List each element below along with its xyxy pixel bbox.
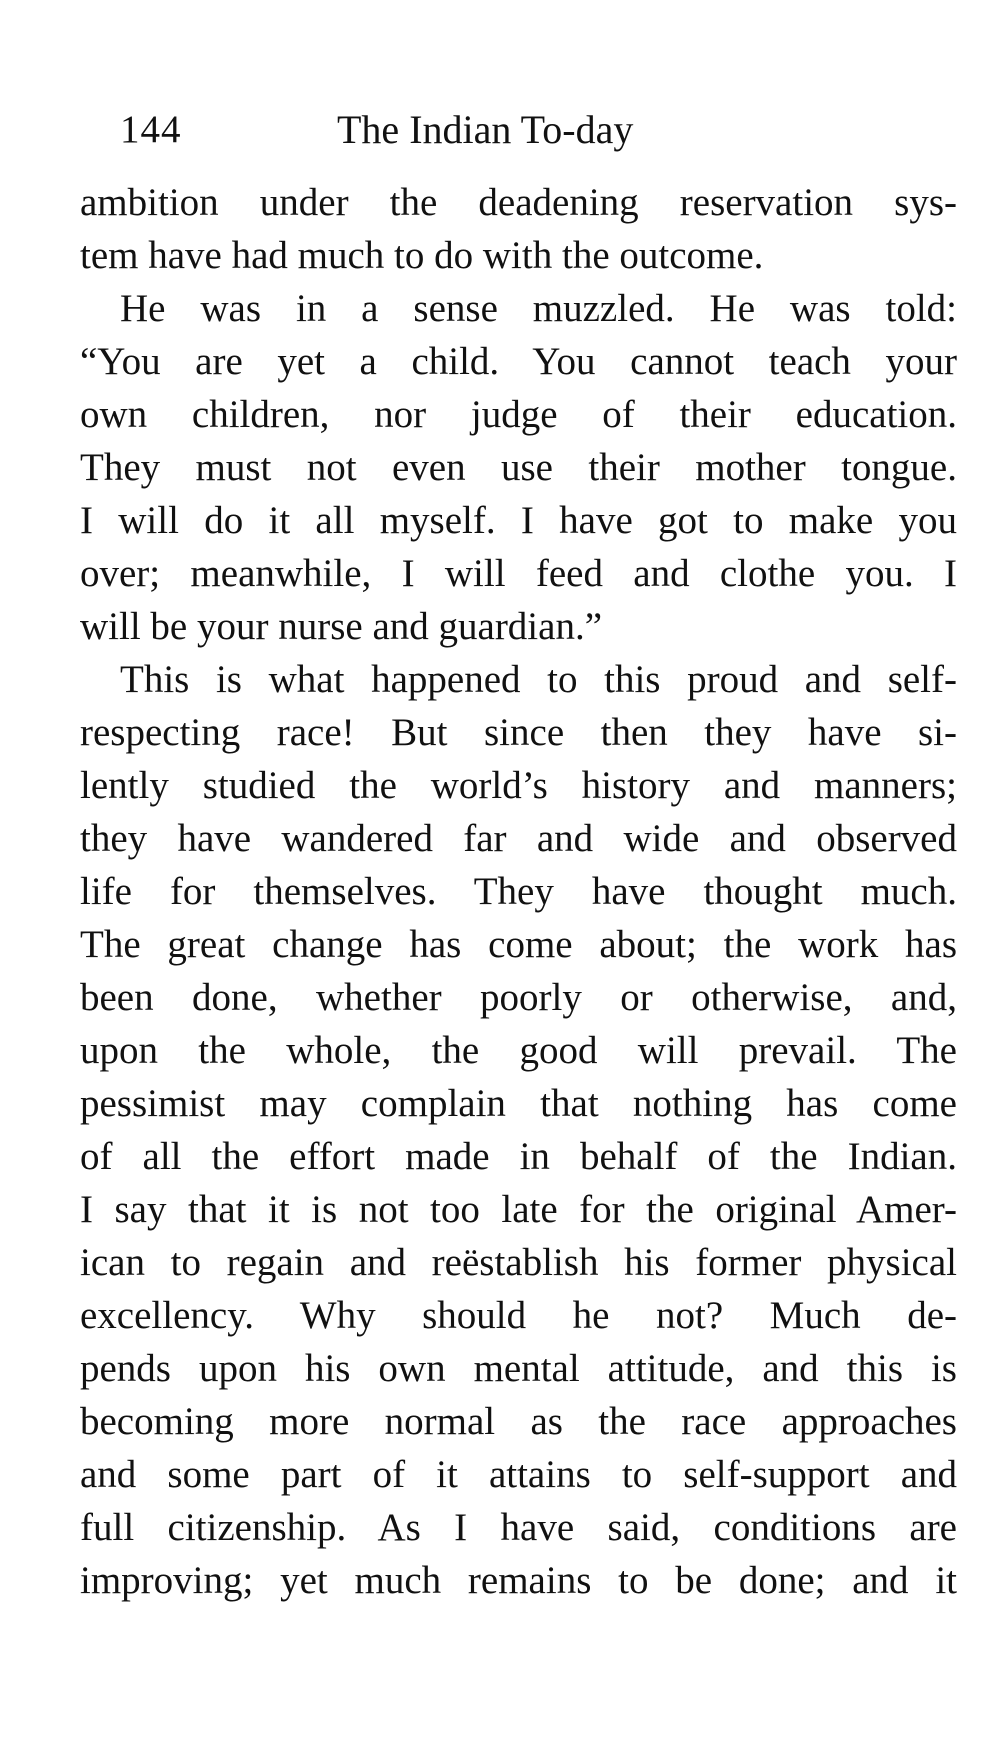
paragraph-first-line: This is what happened to this proud and self-: [120, 658, 957, 701]
text-line: pends upon his own mental attitude, and this is: [80, 1347, 957, 1390]
text-line: own children, nor judge of their education.: [80, 393, 957, 436]
text-line: respecting race! But since then they have si-: [80, 711, 957, 754]
text-line: ican to regain and reëstablish his former physical: [80, 1241, 957, 1284]
text-line: pessimist may complain that nothing has come: [80, 1082, 957, 1125]
text-line: becoming more normal as the race approaches: [80, 1400, 957, 1443]
text-line: life for themselves. They have thought much.: [80, 870, 957, 913]
text-line: I say that it is not too late for the original Amer-: [80, 1188, 957, 1231]
text-line: The great change has come about; the work has: [80, 923, 957, 966]
text-line: they have wandered far and wide and observed: [80, 817, 957, 860]
text-line: ambition under the deadening reservation sys-: [80, 181, 957, 224]
text-line: over; meanwhile, I will feed and clothe you. I: [80, 552, 957, 595]
text-line: upon the whole, the good will prevail. The: [80, 1029, 957, 1072]
text-line: full citizenship. As I have said, conditions are: [80, 1506, 957, 1549]
text-line: lently studied the world’s history and manners;: [80, 764, 957, 807]
text-line: and some part of it attains to self-support and: [80, 1453, 957, 1496]
text-line: been done, whether poorly or otherwise, and,: [80, 976, 957, 1019]
text-line: tem have had much to do with the outcome.: [80, 234, 764, 277]
text-line: will be your nurse and guardian.”: [80, 605, 603, 648]
text-line: I will do it all myself. I have got to make you: [80, 499, 957, 542]
running-title: The Indian To-day: [337, 107, 634, 152]
body-text: [80, 176, 957, 1607]
text-line: They must not even use their mother tongue.: [80, 446, 957, 489]
text-line: of all the effort made in behalf of the Indian.: [80, 1135, 957, 1178]
text-line: improving; yet much remains to be done; and it: [80, 1559, 957, 1602]
text-line: excellency. Why should he not? Much de-: [80, 1294, 957, 1337]
text-line: “You are yet a child. You cannot teach your: [80, 340, 957, 383]
running-head: [0, 100, 1000, 160]
paragraph-first-line: He was in a sense muzzled. He was told:: [120, 287, 957, 330]
page-number: 144: [120, 108, 182, 151]
